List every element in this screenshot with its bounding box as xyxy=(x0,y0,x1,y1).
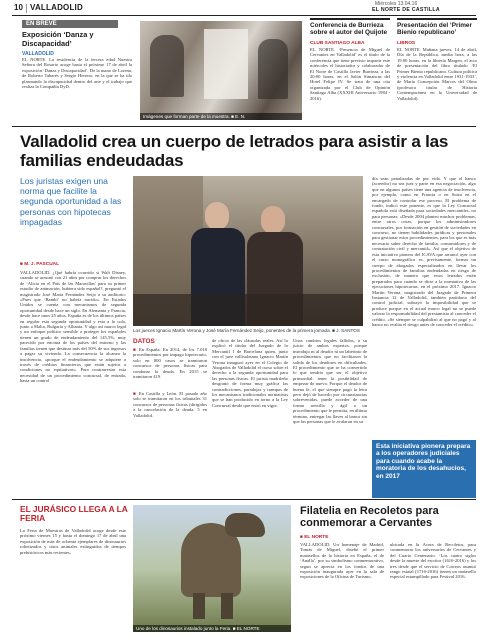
judge-right-face xyxy=(261,206,285,234)
header-date: Miércoles 13.04.16 xyxy=(375,1,418,7)
page-number: 10 xyxy=(14,3,23,12)
dinosaur-leg-left xyxy=(193,593,205,619)
en-breve-body: EL NORTE. La residencia de la tercera edad Nuestra Señora del Rosario acoge hasta el próximo 17 de abril la exposición ‘Danza y Discapacidad’. De la mano de Lorena, de Roberto Tabarés y Sergio Herrero, en la que se ha ido plasmando la discapacidad dentro del arte y el trabajo que realiza la Compañía DyD. xyxy=(22,57,132,90)
exhibition-photo-caption: Imágenes que forman parte de la muestra. ■ E. N. xyxy=(140,113,302,120)
burrieza-kicker: CLUB SANTIAGO ALBA xyxy=(310,41,365,46)
bienio-headline: Presentación del ‘Primer Bienio republicano’ xyxy=(397,22,472,37)
main-col1: VALLADOLID. ¿Qué habría ocurrido si Walt Disney, cuando se arruinó con 21 años por comprar los derechos de ‘Alicia en el País de las Maravillas’ para su primer estudio de animación, hubiera sido español?, preguntó el magistrado José María Fernández Seijo a su auditorio: «Pues que ‘Bambi’ no habría nacido». En Estados Unidos se cuenta con mecanismos de segunda oportunidad desde hace un siglo. En Alemania y Francia, desde hace unos 25 años. España es de los últimos países en regular esta segunda oportunidad y esta a la cola, junto a Malta, Bulgaria y Albania. Y algo así marco legal y un enfoque político sensible a proteger los españoles tienen un grado de endeudamiento del 145,5%, muy parecido por encima de los países del entorno y las familias tienen que destinar más del 50% de sus ingresos a pagar su vivienda. La consecuencia la alcanza la insolvencia, «porque el endeudamiento se adquiere a través de créditos financieros que están sujetos a condiciones no equitativas». Para contrarrestar esta necesidad de un procedimiento concursal, de entrada, hasta un control xyxy=(20,270,126,384)
filatelia-col1: VALLADOLID. Un homenaje de Madrid, Tomás de Miguel, diseñó el primer matasellos de la historia en España, el de ‘Analla’, por su simbolismo conmemorativo, segun se aprecia en los fondos de una exposición inaugurada ayer en la sala de exposiciones de la Oficina de Turismo, xyxy=(300,542,384,580)
main-deck: Los juristas exigen una norma que facilite la segunda oportunidad a las personas con hipotecas impagadas xyxy=(20,176,122,227)
dinosaur-photo xyxy=(133,505,291,632)
datos-head: DATOS xyxy=(133,338,155,345)
section-title: VALLADOLID xyxy=(30,3,83,12)
judges-photo-caption: Los jueces Ignacio Martín Verona y José María Fernández Seijo, ponentes de la primera jornada. ■ J. SANTOS xyxy=(133,328,360,333)
dinosaur-head xyxy=(225,513,265,537)
masthead-name: EL NORTE DE CASTILLA xyxy=(372,7,440,13)
judge-left-face xyxy=(205,202,229,230)
bullet: ■ xyxy=(133,391,137,396)
main-byline-name: M. J. PASCUAL xyxy=(24,262,60,267)
pullquote: Esta iniciativa pionera prepara a los operadores judiciales para cuando acabe la moratoria de los desahucios, en 2017 xyxy=(372,440,476,498)
datos-item-1-text: En España. En 2014, de los 7.018 procedimientos por impago hipotecario, solo en 800 casos se tramitaron concursos de personas físicas para condonar la deuda. En 2015 se tramitaron 419. xyxy=(133,347,207,380)
frame-center xyxy=(204,29,248,99)
header-rule xyxy=(12,15,476,16)
jurasico-body: La Feria de Muestras de Valladolid acoge desde este próximo viernes 15 y hasta el domingo 17 de abril una exposición de más de ochenta ejemplares de dinosaurios robotizados y otros animales extinguidos de tiempos prehistóricos más recientes, xyxy=(20,528,126,555)
dinosaur-leg-right xyxy=(221,593,233,619)
bullet: ■ xyxy=(133,347,137,352)
en-breve-headline: Exposición ‘Danza y Discapacidad’ xyxy=(22,30,94,48)
main-headline: Valladolid crea un cuerpo de letrados para asistir a las familias endeudadas xyxy=(20,132,449,170)
dancer-figure-left xyxy=(150,35,184,97)
datos-item-2 xyxy=(133,391,207,429)
filatelia-byline: ■ EL NORTE xyxy=(300,535,329,540)
datos-item-1 xyxy=(133,347,207,389)
burrieza-headline: Conferencia de Burrieza sobre el autor del Quijote xyxy=(310,22,388,37)
burrieza-body: EL NORTE. ‘Presencia de Miguel de Cervantes en Valladolid’ es el título de la conferencia que tiene previsto impartir este miércoles el historiador y colaborador de El Norte de Castilla Javier Burrieza, a las 20:00 horas, en el Salón Simancas del Hotel Felipe IV. Se trata de una cita organizada por el Club de Opinión Santiago Alba (XXXIII Aniversario 1984 - 2016). xyxy=(310,47,390,101)
main-col4: Unos cambios legales fallidos, a su juicio de ambos expertos, porque introdujo ni al deudor ni un laberinto de procedimientos que no facilitaron la salida de los deudores en dificultades. El procedimiento que se ha convertido lo que tendría que ser el objetivo primordial: tener la posibilidad de empezar de nuevo. Porque el deudor de buena fe, el que siempre pagó la letra pero dejó de hacerlo por circunstancias sobrevenidas, puede acceder de una forma sencilla y ágil a un procedimiento que le permita, en último término, entregar las llaves al banco sin que las personas que le avalaron en su xyxy=(293,338,367,425)
burrieza-rule xyxy=(310,18,390,20)
en-breve-byline: VALLADOLID xyxy=(22,51,54,57)
filatelia-byline-name: EL NORTE xyxy=(304,535,329,540)
main-byline: ■ M. J. PASCUAL xyxy=(20,262,60,267)
dinosaur-photo-caption: Uno de los dinosaurios instalado junto la Feria. ■ EL NORTE xyxy=(133,625,291,632)
header-divider-short xyxy=(26,4,27,13)
en-breve-label: EN BREVE xyxy=(22,20,118,28)
bienio-kicker: LIBROS xyxy=(397,41,416,46)
judges-photo xyxy=(133,176,363,326)
datos-item-2-text: En Castilla y León. El pasado año solo se tramitaron en los tribunales 31 concursos de personas físicas (dirigidos a la cancelación de la deuda, 5 en Valladolid. xyxy=(133,391,207,418)
filatelia-col2: ubicada en la Acera de Recoletos, para conmemorar los aniversarios de Cervantes y del Cuarto Centenario. ‘Los cuatro siglos desde la muerte del escritor (1616-2016) y los tres desde que el servicio de Correos asumió rango estatal (1716-2016) tienen un matasello especial estampillado para Festival 2016. xyxy=(390,542,476,580)
main-col3: de oficio de las cláusulas reales. Así lo explicó el titular del Juzgado de lo Mercantil 1 de Barcelona quien, junto con el juez vallisoletano Ignacio Martín Verona inauguró ayer en el Colegio de Abogados de Valladolid el curso sobre el derecho a la segunda oportunidad para las personas físicas. El jurista madrileño desgranó de forma muy gráfica las contradicciones, paradojas y trampas de los mecanismos tradicionales normativas que se han producido en torno a la Ley Concursal desde que entró en vigor. xyxy=(212,338,288,408)
dancer-figure-right xyxy=(258,39,288,99)
exhibition-photo xyxy=(140,21,302,120)
bienio-body: EL NORTE. Mañana jueves, 14 de abril, Día de la República, media hora, a las 19:00 horas, en la librería Margen, el acto de presentación del libro titulado ‘El Primer Bienio republicano. Cultura política y violencia en Valladolid entre 1931-1933’, de María Concepción Marcos del Olmo (profesora titular de Historia Contemporánea en la Universidad de Valladolid). xyxy=(397,47,477,101)
main-col5: día sean penalizadas de por vida. Y que el banco (acreedor) no sea juez y parte en esa negociación, algo que en algunos países tiene una agencia de insolvencia, por ejemplo, como en Francia o en Suiza en el encargado de controlar ese proceso. El problema de fondo, indicó este ponente, es que la Ley Concursal española está diseñada para sociedades mercantiles, no para personas: «Desde 2004 planteo muchos problemas, entre otros cosas, porque los administradores concursales, por formación en gestión de sociedades en concurso, no tienen habilidades jurídicas y personales para gestionar estos procedimientos, para los que es más necesario saber derecho de familia, consumidores y de contratación civil y mercantil». Así que el objetivo de esta iniciativa pionera del ICAVA que arrancó ayer con el curso monográfico es, precisamente, formar un cuerpo de abogados especializados en llevar los procedimientos de familias endeudadas en riesgo de exclusión, de manera que estos letrados estén preparados para cuando se dicte a la normativa de las ejecuciones hipotecarias, en el próximo 2017. Ignacio Martín Verona, magistrado del Juzgado de Primera Instancia 12 de Valladolid, también partidario del control judicial, subrayó la imposibilidad que se produce porque en el actual marco legal no se puede valorar la responsabilidad del prestamista al conceder el crédito. «Se siempre se culpabilizó al que no pagó y al banco no evalúa el riesgo antes de conceder el crédito». xyxy=(372,176,476,327)
jurasico-headline: EL JURÁSICO LLEGA A LA FERIA xyxy=(20,504,128,524)
bienio-rule xyxy=(397,18,477,20)
audience-row xyxy=(133,294,363,326)
filatelia-headline: Filatelia en Recoletos para conmemorar a Cervantes xyxy=(300,505,439,530)
bottom-section-rule xyxy=(12,499,476,500)
top-section-rule xyxy=(12,126,476,127)
